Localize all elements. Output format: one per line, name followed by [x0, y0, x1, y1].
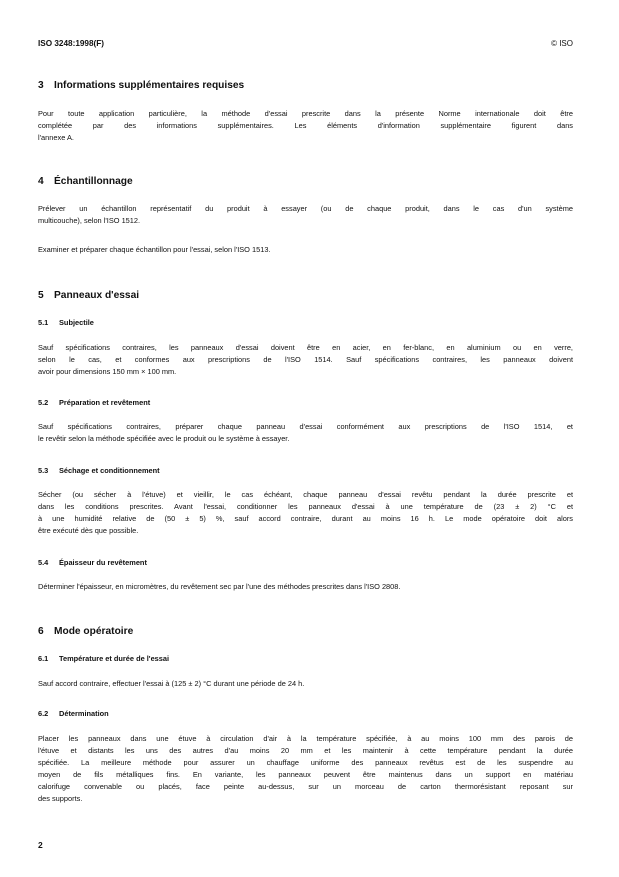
- subsection-title: Préparation et revêtement: [59, 398, 151, 407]
- text-line: Placer les panneaux dans une étuve à circulation d'air à la température spécifiée, à au moins 100 mm des parois de: [38, 734, 573, 743]
- section-number: 3: [38, 80, 44, 91]
- text-line: le revêtir selon la méthode spécifiée avec le produit ou le système à essayer.: [38, 434, 290, 443]
- text-line: être exécuté dès que possible.: [38, 526, 139, 535]
- subsection-title: Séchage et conditionnement: [59, 466, 160, 475]
- text-line: Sécher (ou sécher à l'étuve) et vieillir, le cas échéant, chaque panneau d'essai revêtu pendant la durée prescrite et: [38, 490, 573, 499]
- subsection-5-3-paragraph: [38, 489, 573, 537]
- text-line: multicouche), selon l'ISO 1512.: [38, 216, 141, 225]
- text-line: Déterminer l'épaisseur, en micromètres, du revêtement sec par l'une des méthodes prescrites dans l'ISO 2808.: [38, 582, 401, 591]
- section-number: 5: [38, 290, 44, 301]
- text-line: calorifuge convenable ou placés, face peinte au-dessus, sur un morceau de carton thermorésistant reposant sur: [38, 782, 573, 791]
- copyright-notice: © ISO: [551, 39, 573, 48]
- document-id: ISO 3248:1998(F): [38, 39, 104, 48]
- subsection-number: 6.1: [38, 654, 49, 663]
- section-4-paragraph-1: [38, 203, 573, 227]
- subsection-6-1-paragraph: [38, 678, 573, 690]
- subsection-6-2-heading: [38, 709, 573, 718]
- text-line: moyen de fils métalliques fins. En variante, les panneaux peuvent être maintenus dans un support en matériau: [38, 770, 573, 779]
- subsection-number: 5.3: [38, 466, 49, 475]
- text-line: à une humidité relative de (50 ± 5) %, sauf accord contraire, durant au moins 16 h. Le mode opératoire doit alors: [38, 514, 573, 523]
- subsection-title: Subjectile: [59, 318, 94, 327]
- subsection-title: Température et durée de l'essai: [59, 654, 170, 663]
- subsection-5-1-paragraph: [38, 342, 573, 378]
- section-3-paragraph: [38, 108, 573, 144]
- text-line: l'étuve et distants les uns des autres d'au moins 20 mm et les maintenir à cette température pendant la durée: [38, 746, 573, 755]
- section-title: Panneaux d'essai: [54, 290, 140, 301]
- section-3-heading: [38, 80, 573, 91]
- subsection-5-3-heading: [38, 466, 573, 475]
- text-line: Sauf accord contraire, effectuer l'essai à (125 ± 2) °C durant une période de 24 h.: [38, 679, 305, 688]
- text-line: dans les conditions prescrites. Avant l'essai, conditionner les panneaux d'essai à une température de (23 ± 2) °C et: [38, 502, 573, 511]
- subsection-5-2-heading: [38, 398, 573, 407]
- text-line: Examiner et préparer chaque échantillon pour l'essai, selon l'ISO 1513.: [38, 245, 271, 254]
- section-title: Mode opératoire: [54, 626, 134, 637]
- section-6-heading: [38, 626, 573, 637]
- section-4-paragraph-2: [38, 244, 573, 256]
- text-line: spécifiée. La meilleure méthode pour assurer un chauffage uniforme des panneaux revêtus est de les suspendre au: [38, 758, 573, 767]
- subsection-title: Épaisseur du revêtement: [59, 558, 147, 567]
- subsection-6-1-heading: [38, 654, 573, 663]
- text-line: Sauf spécifications contraires, préparer chaque panneau d'essai conformément aux prescriptions de l'ISO 1514, et: [38, 422, 573, 431]
- text-line: complétée par des informations supplémentaires. Les éléments d'information supplémentaire figurent dans: [38, 121, 573, 130]
- section-title: Échantillonnage: [54, 176, 133, 187]
- text-line: avoir pour dimensions 150 mm × 100 mm.: [38, 367, 177, 376]
- section-5-heading: [38, 290, 573, 301]
- subsection-5-1-heading: [38, 318, 573, 327]
- text-line: des supports.: [38, 794, 83, 803]
- text-line: Prélever un échantillon représentatif du produit à essayer (ou de chaque produit, dans le cas d'un système: [38, 204, 573, 213]
- subsection-6-2-paragraph: [38, 733, 573, 805]
- subsection-5-4-paragraph: [38, 581, 573, 593]
- subsection-5-2-paragraph: [38, 421, 573, 445]
- subsection-5-4-heading: [38, 558, 573, 567]
- subsection-number: 6.2: [38, 709, 49, 718]
- subsection-title: Détermination: [59, 709, 109, 718]
- text-line: Sauf spécifications contraires, les panneaux d'essai doivent être en acier, en fer-blanc, en aluminium ou en verre,: [38, 343, 573, 352]
- text-line: Pour toute application particulière, la méthode d'essai prescrite dans la présente Norme internationale doit être: [38, 109, 573, 118]
- text-line: l'annexe A.: [38, 133, 74, 142]
- text-line: selon le cas, et conformes aux prescriptions de l'ISO 1514. Sauf spécifications contraires, les panneaux doivent: [38, 355, 573, 364]
- subsection-number: 5.2: [38, 398, 49, 407]
- subsection-number: 5.1: [38, 318, 49, 327]
- section-4-heading: [38, 176, 573, 187]
- section-title: Informations supplémentaires requises: [54, 80, 245, 91]
- subsection-number: 5.4: [38, 558, 49, 567]
- section-number: 4: [38, 176, 44, 187]
- page-number: 2: [38, 840, 43, 850]
- section-number: 6: [38, 626, 44, 637]
